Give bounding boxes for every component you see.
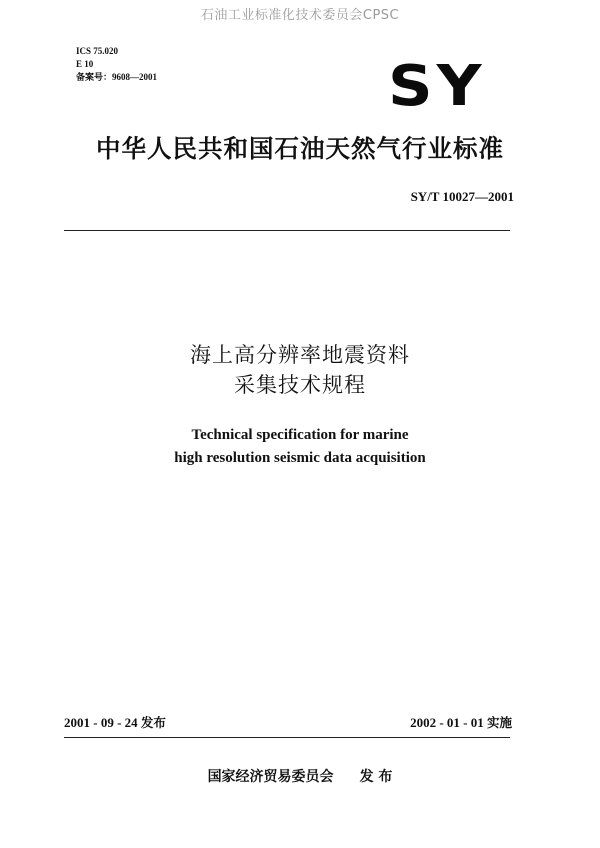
standard-code: SY/T 10027—2001 bbox=[410, 189, 514, 204]
title-en-line-1: Technical specification for marine bbox=[191, 427, 409, 443]
release-label: 发布 bbox=[140, 715, 166, 730]
release-date-value: 2001 - 09 - 24 bbox=[64, 715, 138, 730]
filing-number: 备案号：9608—2001 bbox=[76, 72, 158, 82]
issuer-action: 发 布 bbox=[359, 769, 393, 785]
title-cn-line-1: 海上高分辨率地震资料 bbox=[190, 343, 410, 367]
implement-date-value: 2002 - 01 - 01 bbox=[410, 715, 484, 730]
watermark: 石油工业标准化技术委员会CPSC bbox=[200, 8, 400, 23]
implement-label: 实施 bbox=[486, 715, 512, 730]
title-en-line-2: high resolution seismic data acquisition bbox=[174, 450, 426, 466]
sy-logo: SY bbox=[388, 52, 486, 119]
issuer-name: 国家经济贸易委员会 bbox=[207, 769, 334, 785]
standard-title: 中华人民共和国石油天然气行业标准 bbox=[96, 134, 504, 163]
issuer bbox=[0, 766, 600, 786]
category-code: E 10 bbox=[76, 59, 94, 69]
top-divider bbox=[64, 230, 510, 231]
implement-date bbox=[410, 713, 512, 731]
title-cn-line-2: 采集技术规程 bbox=[234, 373, 366, 397]
bottom-divider bbox=[64, 737, 510, 738]
ics-code: ICS 75.020 bbox=[76, 46, 119, 56]
release-date bbox=[64, 713, 166, 731]
